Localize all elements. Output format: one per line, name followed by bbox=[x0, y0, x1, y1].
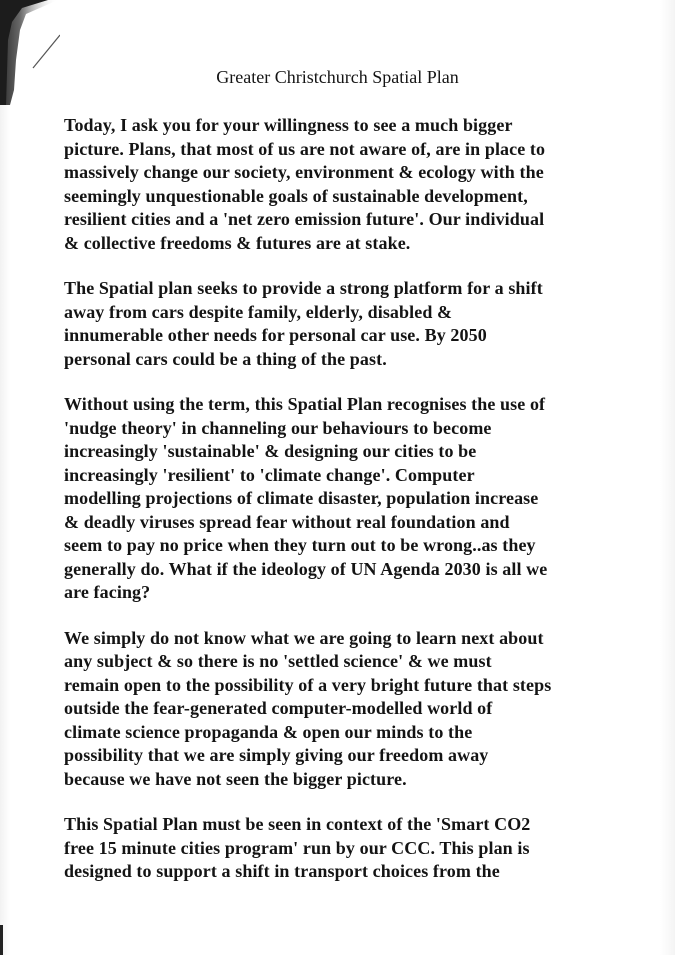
text-line: The Spatial plan seeks to provide a strong platform for a shift bbox=[64, 278, 543, 298]
text-line: increasingly 'resilient' to 'climate change'. Computer bbox=[64, 464, 475, 485]
paragraph-5 bbox=[64, 813, 624, 884]
body-text bbox=[64, 114, 624, 906]
text-line: 'nudge theory' in channeling our behaviours to become bbox=[64, 417, 492, 438]
scan-shadow-corner bbox=[0, 0, 60, 105]
text-line: outside the fear-generated computer-modelled world of bbox=[64, 698, 493, 718]
paragraph-1 bbox=[64, 114, 624, 255]
text-line: remain open to the possibility of a very bright future that steps bbox=[64, 674, 552, 695]
text-line: Today, I ask you for your willingness to see a much bigger bbox=[64, 115, 513, 135]
text-line: modelling projections of climate disaster, population increase bbox=[64, 488, 539, 508]
text-line: We simply do not know what we are going to learn next about bbox=[64, 627, 544, 648]
page-title bbox=[0, 67, 675, 88]
text-line: seemingly unquestionable goals of sustainable development, bbox=[64, 185, 528, 206]
text-line: This Spatial Plan must be seen in context of the 'Smart CO2 bbox=[64, 814, 531, 834]
scan-edge-mark bbox=[0, 925, 3, 955]
text-line: personal cars could be a thing of the past. bbox=[64, 348, 387, 369]
page-title-text: Greater Christchurch Spatial Plan bbox=[216, 67, 459, 87]
text-line: increasingly 'sustainable' & designing our cities to be bbox=[64, 441, 477, 461]
paragraph-4 bbox=[64, 627, 624, 792]
text-line: because we have not seen the bigger picture. bbox=[64, 768, 407, 789]
text-line: resilient cities and a 'net zero emission future'. Our individual bbox=[64, 209, 545, 229]
text-line: generally do. What if the ideology of UN Agenda 2030 is all we bbox=[64, 558, 548, 579]
text-line: designed to support a shift in transport choices from the bbox=[64, 861, 500, 881]
text-line: massively change our society, environment & ecology with the bbox=[64, 162, 544, 182]
text-line: & deadly viruses spread fear without real foundation and bbox=[64, 511, 510, 532]
text-line: & collective freedoms & futures are at stake. bbox=[64, 232, 411, 253]
text-line: any subject & so there is no 'settled science' & we must bbox=[64, 651, 492, 671]
text-line: free 15 minute cities program' run by our CCC. This plan is bbox=[64, 837, 530, 858]
text-line: seem to pay no price when they turn out to be wrong..as they bbox=[64, 535, 536, 555]
text-line: picture. Plans, that most of us are not aware of, are in place to bbox=[64, 138, 546, 159]
text-line: innumerable other needs for personal car use. By 2050 bbox=[64, 325, 487, 345]
text-line: Without using the term, this Spatial Plan recognises the use of bbox=[64, 394, 546, 414]
text-line: climate science propaganda & open our minds to the bbox=[64, 721, 473, 742]
paragraph-3 bbox=[64, 393, 624, 605]
text-line: possibility that we are simply giving our freedom away bbox=[64, 745, 489, 765]
text-line: away from cars despite family, elderly, disabled & bbox=[64, 301, 453, 322]
text-line: are facing? bbox=[64, 582, 151, 602]
paragraph-2 bbox=[64, 277, 624, 371]
